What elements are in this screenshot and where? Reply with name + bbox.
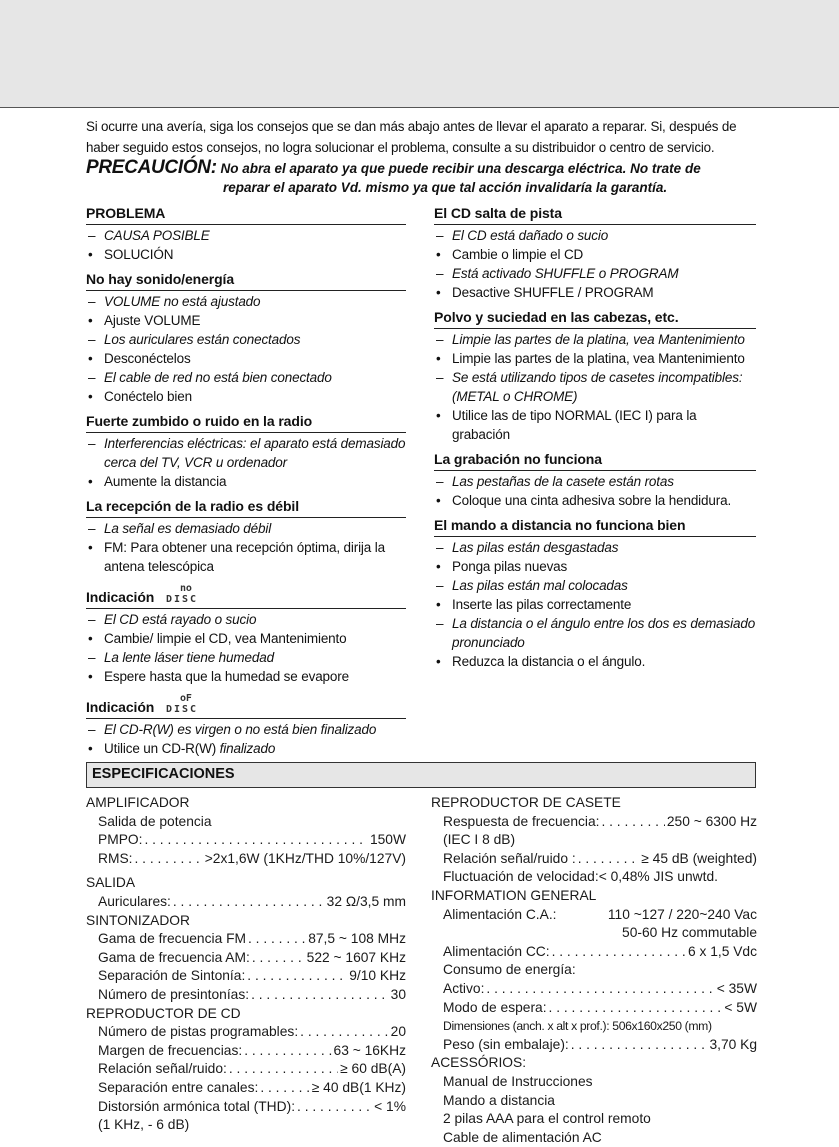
cause-item — [434, 538, 756, 557]
spec-line: Fluctuación de velocidad:< 0,48% JIS unwtd. — [443, 869, 718, 885]
dash-marker: – — [88, 650, 96, 665]
spec-line: Manual de Instrucciones — [443, 1073, 593, 1089]
spec-key: Alimentación CC: — [443, 943, 550, 959]
dash-marker: – — [88, 228, 96, 243]
dash-marker: – — [88, 722, 96, 737]
cause-text: La señal es demasiado débil — [104, 521, 272, 536]
cause-item — [86, 226, 406, 245]
spec-leader — [260, 1079, 309, 1098]
problem-heading-text: Fuerte zumbido o ruido en la radio — [86, 413, 313, 429]
bullet-marker: • — [88, 631, 93, 646]
cause-item — [86, 720, 406, 739]
spec-value: 250 ~ 6300 Hz — [666, 813, 757, 829]
cause-text: El CD está dañado o sucio — [452, 228, 609, 243]
spec-heading: SINTONIZADOR — [86, 912, 190, 928]
solution-text: Aumente la distancia — [104, 474, 227, 489]
caution-label: PRECAUCIÓN: — [86, 157, 217, 178]
spec-row — [431, 1036, 757, 1055]
spec-line: 50-60 Hz commutable — [622, 925, 757, 941]
spec-row — [431, 850, 757, 869]
spec-line: 2 pilas AAA para el control remoto — [443, 1111, 651, 1127]
spec-key: Separación de Sintonía: — [98, 968, 246, 984]
cause-item — [86, 368, 406, 387]
bullet-marker: • — [436, 247, 441, 262]
spec-leader — [248, 930, 306, 949]
spec-value: 63 ~ 16KHz — [333, 1042, 406, 1058]
spec-row — [86, 949, 406, 968]
solution-text: Coloque una cinta adhesiva sobre la hendidura. — [452, 493, 732, 508]
solution-text: Reduzca la distancia o el ángulo. — [452, 654, 646, 669]
spec-line: Consumo de energía: — [443, 962, 576, 978]
spec-key: Margen de frecuencias: — [98, 1042, 243, 1058]
spec-value: ≥ 60 dB(A) — [340, 1061, 406, 1077]
solution-item — [434, 406, 756, 444]
caution-line-2: reparar el aparato Vd. mismo ya que tal acción invalidaría la garantía. — [223, 180, 668, 195]
spec-leader — [571, 1036, 708, 1055]
problem-heading — [434, 204, 756, 225]
cause-item — [434, 576, 756, 595]
spec-value: 110 ~127 / 220~240 Vac — [607, 906, 757, 922]
spec-heading: REPRODUCTOR DE CASETE — [431, 795, 621, 810]
dash-marker: – — [436, 474, 444, 489]
problem-heading-text: Indicación — [86, 699, 155, 715]
solution-text: Ajuste VOLUME — [104, 313, 201, 328]
solution-text: Limpie las partes de la platina, vea Mantenimiento — [452, 351, 745, 366]
problem-heading — [434, 516, 756, 537]
spec-leader — [247, 967, 347, 986]
spec-row — [86, 967, 406, 986]
spec-heading: AMPLIFICADOR — [86, 795, 190, 810]
spec-line: Cable de alimentación AC — [443, 1129, 602, 1145]
cause-text: La lente láser tiene humedad — [104, 650, 274, 665]
spec-value: ≥ 45 dB (weighted) — [641, 850, 757, 866]
problem-heading-text: No hay sonido/energía — [86, 271, 235, 287]
dash-marker: – — [436, 332, 444, 347]
spec-leader — [300, 1023, 388, 1042]
bullet-marker: • — [436, 493, 441, 508]
spec-key: Relación señal/ruido : — [443, 850, 576, 866]
spec-key: Distorsión armónica total (THD): — [98, 1098, 296, 1114]
spec-value: 6 x 1,5 Vdc — [687, 943, 757, 959]
cause-text: La distancia o el ángulo entre los dos es demasiado pronunciado — [452, 616, 756, 650]
spec-value: 9/10 KHz — [349, 968, 406, 984]
problem-section — [434, 450, 756, 510]
cause-item — [434, 330, 756, 349]
spec-row — [86, 1060, 406, 1079]
spec-leader — [252, 949, 305, 968]
caution-notice — [86, 158, 766, 197]
specifications-left-column — [86, 794, 406, 1135]
cause-text: Está activado SHUFFLE o PROGRAM — [452, 266, 679, 281]
bullet-marker: • — [88, 741, 93, 756]
dash-marker: – — [436, 540, 444, 555]
spec-leader — [549, 999, 723, 1018]
bullet-marker: • — [436, 408, 441, 423]
solution-item — [86, 538, 406, 576]
spec-key: Gama de frecuencia AM: — [98, 949, 250, 965]
problem-heading-text: Polvo y suciedad en las cabezas, etc. — [434, 309, 679, 325]
spec-row — [86, 1098, 406, 1117]
spec-line: Mando a distancia — [443, 1092, 555, 1108]
problem-section — [86, 582, 406, 686]
bullet-marker: • — [436, 559, 441, 574]
problem-section — [86, 497, 406, 576]
problem-heading-text: La recepción de la radio es débil — [86, 498, 299, 514]
header-band — [0, 0, 839, 108]
problem-heading — [86, 582, 406, 609]
problem-heading-text: El mando a distancia no funciona bien — [434, 517, 686, 533]
solution-text: Espere hasta que la humedad se evapore — [104, 669, 349, 684]
spec-line: Dimensiones (anch. x alt x prof.): 506x160x250 (mm) — [443, 1019, 712, 1034]
solution-text: Cambie o limpie el CD — [452, 247, 584, 262]
spec-heading: ACESSÓRIOS: — [431, 1055, 527, 1071]
spec-key: Alimentación C.A.: — [443, 906, 557, 922]
problem-heading-text: El CD salta de pista — [434, 205, 562, 221]
bullet-marker: • — [88, 474, 93, 489]
problem-heading-text: La grabación no funciona — [434, 451, 602, 467]
spec-key: Respuesta de frecuencia: — [443, 813, 600, 829]
dash-marker: – — [88, 370, 96, 385]
bullet-marker: • — [436, 285, 441, 300]
spec-leader — [552, 943, 686, 962]
solution-item — [86, 629, 406, 648]
bullet-marker: • — [88, 389, 93, 404]
solution-text-italic: finalizado — [219, 741, 276, 756]
spec-key: RMS: — [98, 850, 133, 866]
cause-text: VOLUME no está ajustado — [104, 294, 261, 309]
spec-value: 150W — [369, 832, 406, 848]
spec-leader — [229, 1060, 338, 1079]
cause-text: Las pilas están mal colocadas — [452, 578, 628, 593]
spec-value: 20 — [390, 1024, 406, 1040]
bullet-marker: • — [436, 351, 441, 366]
solution-text: Conéctelo bien — [104, 389, 192, 404]
spec-leader — [135, 850, 203, 869]
cause-item — [434, 264, 756, 283]
troubleshooting-left-column — [86, 204, 406, 764]
solution-text: Desactive SHUFFLE / PROGRAM — [452, 285, 654, 300]
bullet-marker: • — [88, 669, 93, 684]
dash-marker: – — [436, 616, 444, 631]
spec-value: 30 — [390, 986, 406, 1002]
spec-value: >2x1,6W (1KHz/THD 10%/127V) — [204, 850, 406, 866]
spec-leader — [601, 813, 664, 832]
spec-row — [86, 1079, 406, 1098]
cause-text: Las pilas están desgastadas — [452, 540, 619, 555]
solution-item — [86, 349, 406, 368]
spec-leader — [251, 986, 389, 1005]
solution-item — [86, 739, 406, 758]
spec-key: Peso (sin embalaje): — [443, 1036, 569, 1052]
spec-value: 32 Ω/3,5 mm — [326, 893, 406, 909]
problem-heading — [86, 692, 406, 719]
problem-section — [86, 412, 406, 491]
spec-value: ≥ 40 dB(1 KHz) — [311, 1079, 406, 1095]
solution-text: SOLUCIÓN — [104, 247, 174, 262]
problem-heading — [434, 450, 756, 471]
problem-section — [434, 204, 756, 302]
spec-key: Auriculares: — [98, 893, 171, 909]
spec-leader — [578, 850, 640, 869]
solution-item — [434, 283, 756, 302]
problem-heading-text: Indicación — [86, 589, 155, 605]
bullet-marker: • — [88, 351, 93, 366]
dash-marker: – — [88, 332, 96, 347]
intro-paragraph: Si ocurre una avería, siga los consejos que se dan más abajo antes de llevar el aparato a reparar. Si, después de haber seguido estos consejos, no logra solucionar el problema, consulte a su distribuidor o centro de servicio. — [86, 119, 737, 155]
spec-value: 3,70 Kg — [709, 1036, 757, 1052]
spec-key: Relación señal/ruido: — [98, 1061, 227, 1077]
cause-text: CAUSA POSIBLE — [104, 228, 210, 243]
problem-heading-text: PROBLEMA — [86, 205, 166, 221]
spec-key: Número de pistas programables: — [98, 1024, 299, 1040]
spec-key: Gama de frecuencia FM — [98, 931, 246, 947]
spec-value: < 1% — [374, 1098, 406, 1114]
cause-text: Los auriculares están conectados — [104, 332, 301, 347]
troubleshooting-right-column — [434, 204, 756, 677]
cause-item — [434, 472, 756, 491]
solution-text: Cambie/ limpie el CD, vea Mantenimiento — [104, 631, 347, 646]
solution-item — [434, 595, 756, 614]
spec-row — [431, 813, 757, 832]
problem-heading — [434, 308, 756, 329]
spec-key: Activo: — [443, 980, 485, 996]
solution-item — [434, 349, 756, 368]
solution-item — [86, 472, 406, 491]
display-bottom-text: DISC — [166, 594, 199, 604]
dash-marker: – — [436, 578, 444, 593]
solution-item — [86, 311, 406, 330]
solution-text — [104, 739, 275, 758]
spec-heading: SALIDA — [86, 875, 136, 891]
bullet-marker: • — [88, 247, 93, 262]
problem-heading — [86, 204, 406, 225]
solution-text: FM: Para obtener una recepción óptima, dirija la antena telescópica — [104, 540, 385, 574]
solution-item — [434, 245, 756, 264]
caution-line-1: No abra el aparato ya que puede recibir una descarga eléctrica. No trate de — [216, 161, 701, 176]
display-bottom-text: DISC — [166, 704, 199, 714]
cause-text: Limpie las partes de la platina, vea Mantenimiento — [452, 332, 745, 347]
spec-value: < 5W — [724, 999, 757, 1015]
dash-marker: – — [436, 228, 444, 243]
problem-section — [434, 308, 756, 444]
solution-item — [86, 245, 406, 264]
spec-row — [86, 986, 406, 1005]
spec-line: (IEC I 8 dB) — [443, 832, 516, 848]
dash-marker: – — [88, 294, 96, 309]
problem-section — [86, 692, 406, 758]
problem-section — [434, 516, 756, 671]
solution-item — [434, 652, 756, 671]
spec-row — [86, 1023, 406, 1042]
spec-row — [431, 906, 757, 925]
spec-key: Número de presintonías: — [98, 986, 250, 1002]
spec-leader — [144, 831, 367, 850]
solution-text: Inserte las pilas correctamente — [452, 597, 632, 612]
spec-row — [431, 999, 757, 1018]
solution-text: Ponga pilas nuevas — [452, 559, 568, 574]
solution-item — [434, 491, 756, 510]
disc-display-icon — [160, 692, 212, 714]
problem-heading — [86, 270, 406, 291]
spec-leader — [173, 893, 325, 912]
spec-value: < 35W — [716, 980, 757, 996]
spec-row — [86, 850, 406, 869]
bullet-marker: • — [88, 540, 93, 555]
solution-text: Utilice las de tipo NORMAL (IEC I) para la grabación — [452, 408, 697, 442]
problem-heading — [86, 412, 406, 433]
cause-item — [86, 610, 406, 629]
cause-text: El CD está rayado o sucio — [104, 612, 257, 627]
dash-marker: – — [88, 436, 96, 451]
cause-item — [434, 368, 756, 406]
solution-item — [86, 667, 406, 686]
solution-text: Desconéctelos — [104, 351, 191, 366]
spec-row — [431, 943, 757, 962]
dash-marker: – — [436, 370, 444, 385]
spec-value: 87,5 ~ 108 MHz — [308, 931, 406, 947]
problem-section — [86, 270, 406, 406]
bullet-marker: • — [436, 654, 441, 669]
spec-heading: INFORMATION GENERAL — [431, 887, 597, 903]
display-top-text: no — [180, 583, 193, 594]
cause-text: Se está utilizando tipos de casetes incompatibles: (METAL o CHROME) — [452, 370, 743, 404]
spec-leader — [297, 1098, 372, 1117]
spec-leader — [244, 1042, 331, 1061]
dash-marker: – — [88, 612, 96, 627]
bullet-marker: • — [88, 313, 93, 328]
spec-value: 522 ~ 1607 KHz — [306, 949, 406, 965]
spec-key: Separación entre canales: — [98, 1079, 259, 1095]
cause-item — [434, 614, 756, 652]
cause-item — [86, 648, 406, 667]
dash-marker: – — [436, 266, 444, 281]
spec-row — [86, 1042, 406, 1061]
problem-section — [86, 204, 406, 264]
spec-heading: REPRODUCTOR DE CD — [86, 1005, 241, 1021]
specifications-right-column — [431, 794, 757, 1147]
spec-leader — [486, 980, 714, 999]
cause-item — [86, 519, 406, 538]
problem-heading — [86, 497, 406, 518]
cause-item — [86, 292, 406, 311]
bullet-marker: • — [436, 597, 441, 612]
spec-line: Salida de potencia — [98, 813, 212, 829]
spec-row — [86, 893, 406, 912]
cause-text: El CD-R(W) es virgen o no está bien finalizado — [104, 722, 377, 737]
specifications-title: ESPECIFICACIONES — [92, 766, 235, 782]
solution-item — [434, 557, 756, 576]
cause-text: El cable de red no está bien conectado — [104, 370, 332, 385]
cause-text: Las pestañas de la casete están rotas — [452, 474, 674, 489]
spec-line: (1 KHz, - 6 dB) — [98, 1117, 190, 1133]
spec-key: Modo de espera: — [443, 999, 547, 1015]
cause-item — [86, 330, 406, 349]
spec-row — [431, 980, 757, 999]
cause-item — [86, 434, 406, 472]
cause-text: Interferencias eléctricas: el aparato está demasiado cerca del TV, VCR u ordenador — [104, 436, 406, 470]
spec-row — [86, 930, 406, 949]
display-top-text: oF — [180, 693, 193, 704]
spec-row — [86, 831, 406, 850]
spec-key: PMPO: — [98, 832, 143, 848]
disc-display-icon — [160, 582, 212, 604]
cause-item — [434, 226, 756, 245]
solution-item — [86, 387, 406, 406]
solution-text-plain: Utilice un CD-R(W) — [104, 741, 220, 756]
specifications-header — [86, 762, 756, 788]
dash-marker: – — [88, 521, 96, 536]
